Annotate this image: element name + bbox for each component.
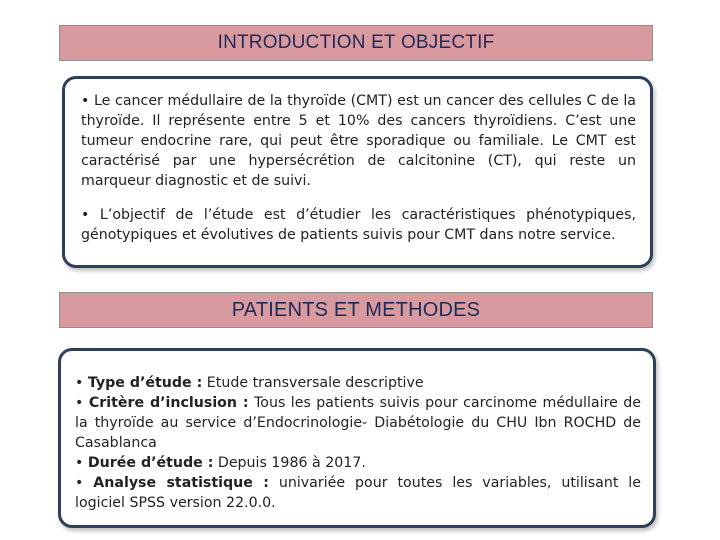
methods-item-inclusion: [75, 393, 641, 453]
intro-paragraph-context: • Le cancer médullaire de la thyroïde (CMT) est un cancer des cellules C de la thyroïde. Il représente entre 5 et 10% des cancers thyroïdiens. C’est une tumeur endocrine rare, qui peut être sporadique ou familiale. Le CMT est caractérisé par une hypersécrétion de calcitonine (CT), qui reste un marqueur diagnostic et de suivi.: [81, 93, 636, 189]
methods-section-title: PATIENTS ET METHODES: [59, 292, 653, 328]
study-type-label: Type d’étude :: [87, 375, 203, 391]
inclusion-value: Tous les patients suivis pour carcinome médullaire de la thyroïde au service d’Endocrinologie- Diabétologie du CHU Ibn ROCHD de Casablanca: [75, 395, 642, 451]
bullet: •: [75, 375, 88, 391]
duration-value: Depuis 1986 à 2017.: [213, 455, 366, 471]
methods-item-statistics: [75, 473, 641, 513]
study-type-value: Etude transversale descriptive: [202, 375, 424, 391]
bullet: •: [75, 475, 94, 491]
intro-paragraph-objective: • L’objectif de l’étude est d’étudier les caractéristiques phénotypiques, génotypiques et évolutives de patients suivis pour CMT dans notre service.: [81, 207, 636, 243]
inclusion-label: Critère d’inclusion :: [88, 395, 249, 411]
intro-box: [62, 76, 653, 268]
statistics-value: univariée pour toutes les variables, utilisant le logiciel SPSS version 22.0.0.: [75, 475, 641, 511]
bullet: •: [75, 455, 88, 471]
bullet: •: [75, 395, 89, 411]
intro-section-title: INTRODUCTION ET OBJECTIF: [59, 25, 653, 61]
statistics-label: Analyse statistique :: [93, 475, 269, 491]
methods-item-study-type: [75, 373, 641, 393]
methods-box: [58, 348, 656, 528]
duration-label: Durée d’étude :: [87, 455, 214, 471]
methods-item-duration: [75, 453, 641, 473]
